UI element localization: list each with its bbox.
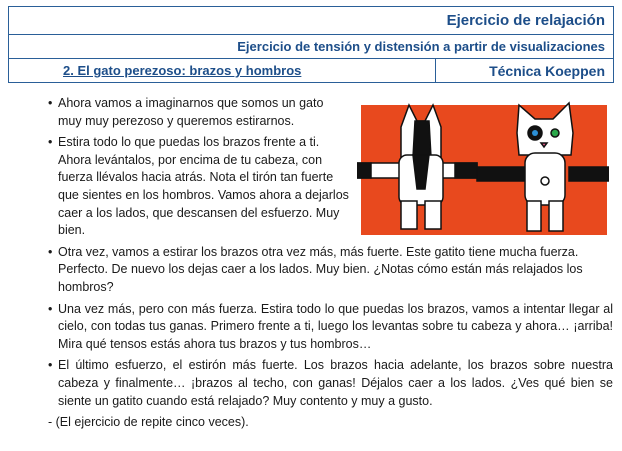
paragraph-2: • Estira todo lo que puedas los brazos frente a ti. Ahora levántalos, por encima de tu cabeza, con fuerza llévalos hacia atrás. Nota el tirón tan fuerte que sientes en los hombros. Vamos ahora a dejarlos caer a los lados, que descansen del esfuerzo. Muy bien. — [48, 135, 349, 238]
header-subtitle: Ejercicio de tensión y distensión a partir de visualizaciones — [8, 34, 614, 58]
section-title: 2. El gato perezoso: brazos y hombros — [63, 63, 302, 78]
header-section-row — [8, 58, 614, 83]
paragraph-3: • Otra vez, vamos a estirar los brazos otra vez más, más fuerte. Este gatito tiene mucha fuerza. Perfecto. De nuevo los dejas caer a los lados. Muy bien. ¿Notas cómo están más relajados los hombros? — [48, 244, 583, 294]
exercise-header — [8, 6, 614, 83]
header-title: Ejercicio de relajación — [8, 6, 614, 34]
repeat-note: - (El ejercicio de repite cinco veces). — [48, 415, 249, 430]
paragraph-1: • Ahora vamos a imaginarnos que somos un gato muy muy perezoso y queremos estirarnos. — [48, 96, 324, 128]
paragraph-4: • Una vez más, pero con más fuerza. Estira todo lo que puedas los brazos, vamos a intentar llegar al cielo, con todas tus ganas. Primero frente a ti, luego los levantas sobre tu cabeza y ahora… ¡arriba! Mira qué tensos estás ahora tus brazos y tus hombros… — [48, 301, 613, 351]
paragraph-5: • El último esfuerzo, el estirón más fuerte. Los brazos hacia adelante, los brazos sobre nuestra cabeza y finalmente… ¡brazos al techo, con ganas! Déjalos caer a los lados. ¿Ves qué bien se siente un gatito cuando está relajado? Muy contento y muy a gusto. — [48, 358, 613, 408]
technique-label: Técnica Koeppen — [435, 59, 613, 82]
instructions-text — [48, 95, 613, 436]
